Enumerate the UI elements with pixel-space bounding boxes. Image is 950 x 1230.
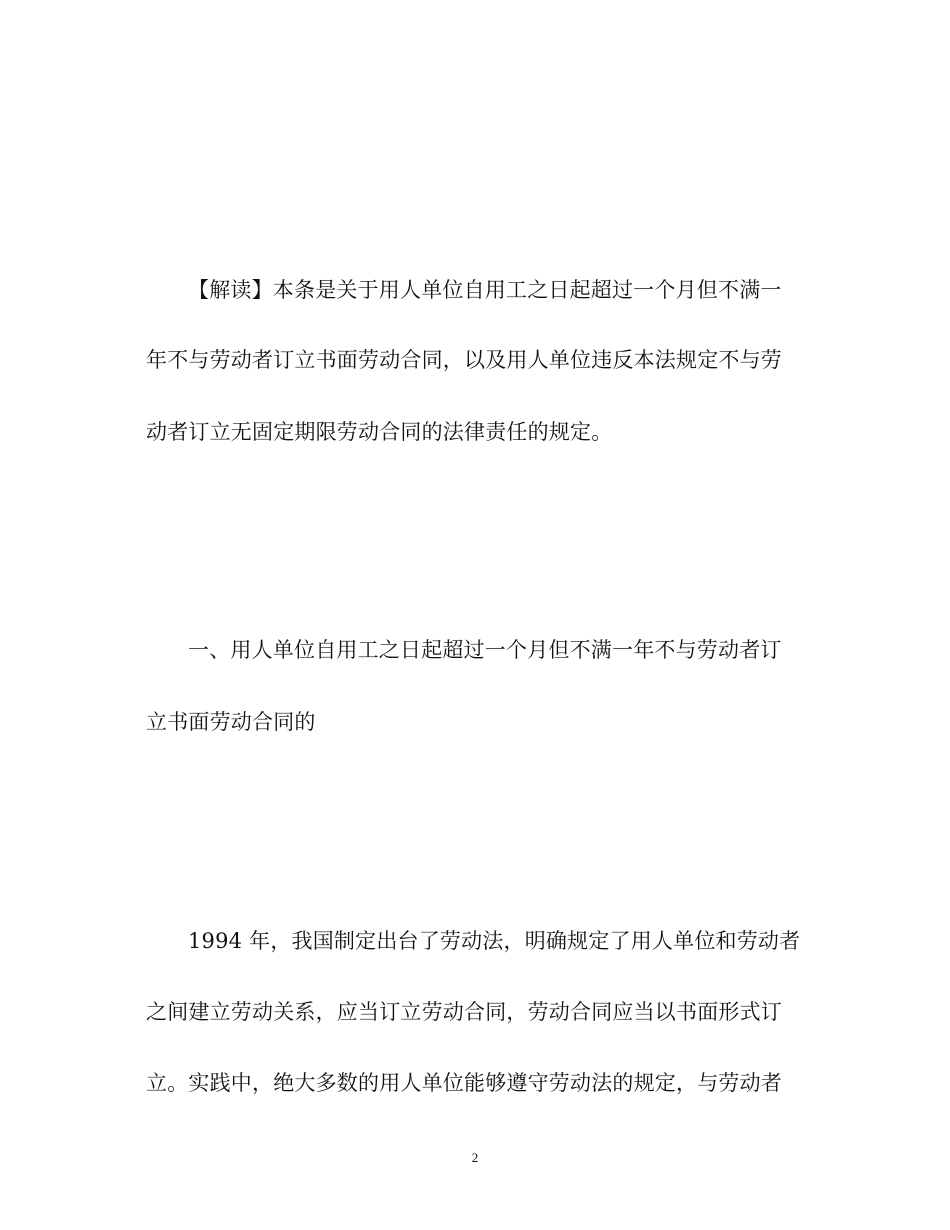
paragraph-3-line-2: 之间建立劳动关系，应当订立劳动合同，劳动合同应当以书面形式订	[146, 1000, 782, 1024]
section-heading-line-2: 立书面劳动合同的	[146, 710, 316, 734]
paragraph-3-line-3: 立。实践中，绝大多数的用人单位能够遵守劳动法的规定，与劳动者	[146, 1071, 782, 1095]
page-number: 2	[471, 1150, 479, 1165]
paragraph-1-line-2: 年不与劳动者订立书面劳动合同，以及用人单位违反本法规定不与劳	[146, 348, 782, 372]
paragraph-1-line-1: 【解读】本条是关于用人单位自用工之日起超过一个月但不满一	[188, 278, 782, 302]
section-heading-line-1: 一、用人单位自用工之日起超过一个月但不满一年不与劳动者订	[188, 638, 782, 662]
paragraph-3-line-1: 1994 年，我国制定出台了劳动法，明确规定了用人单位和劳动者	[188, 929, 801, 953]
paragraph-1-line-3: 动者订立无固定期限劳动合同的法律责任的规定。	[146, 420, 613, 444]
